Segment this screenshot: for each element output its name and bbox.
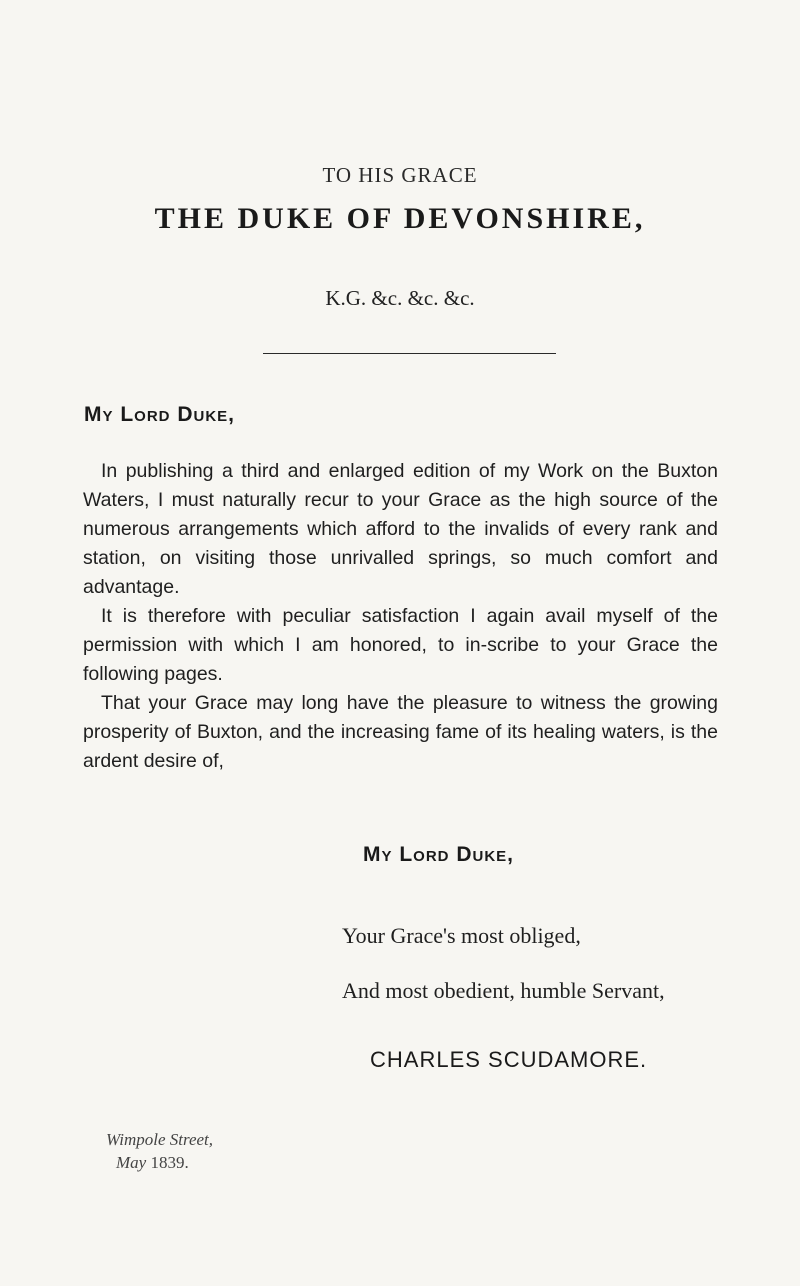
- paragraph-1: In publishing a third and enlarged edition of my Work on the Buxton Waters, I must naturally recur to your Grace as the high source of the numerous arrangements which afford to the invalids of every rank and station, on visiting those unrivalled springs, so much comfort and advantage.: [83, 460, 718, 598]
- signature: CHARLES SCUDAMORE.: [370, 1047, 648, 1072]
- closing-salutation: [363, 843, 514, 867]
- closing-salutation-text: My Lord Duke,: [363, 843, 514, 866]
- dedicatee-name: THE DUKE OF DEVONSHIRE,: [154, 202, 646, 235]
- dedication-line: TO HIS GRACE: [322, 163, 478, 187]
- closing-line-1: Your Grace's most obliged,: [342, 923, 581, 948]
- date-line: [116, 1153, 189, 1173]
- opening-salutation: [84, 403, 235, 427]
- opening-salutation-text: My Lord Duke,: [84, 403, 235, 426]
- date-year: 1839.: [150, 1153, 189, 1172]
- place-line: Wimpole Street,: [106, 1130, 214, 1149]
- letter-body: [83, 457, 718, 776]
- honours-line: K.G. &c. &c. &c.: [325, 286, 475, 310]
- paragraph-2: It is therefore with peculiar satisfaction I again avail myself of the permission with which I am honored, to in-scribe to your Grace the following pages.: [83, 605, 718, 685]
- paragraph-3: That your Grace may long have the pleasure to witness the growing prosperity of Buxton, and the increasing fame of its healing waters, is the ardent desire of,: [83, 692, 718, 772]
- divider-rule: [263, 353, 556, 354]
- date-month: May: [116, 1153, 147, 1172]
- closing-line-2: And most obedient, humble Servant,: [342, 978, 665, 1003]
